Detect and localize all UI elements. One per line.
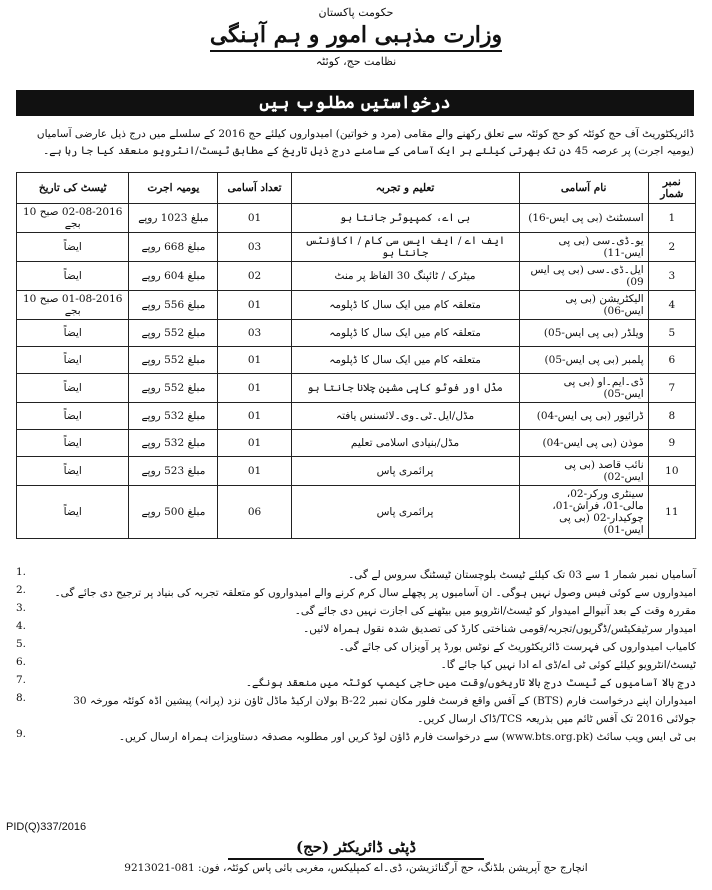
table-row (17, 347, 696, 374)
row-serial: 5 (648, 320, 695, 347)
office-address: انچارج حج آپریشن بلڈنگ، حج آرگنائزیشن، ڈی۔اے کمپلیکس، مغربی بائی پاس کوئٹہ، فون: 081-9213021 (124, 862, 588, 874)
notes-list (16, 566, 696, 746)
ministry-title: وزارت مذہبی امور و ہم آہنگی (209, 22, 503, 48)
row-daily-wage: مبلغ 552 روپے (129, 320, 218, 347)
row-post-name: ویلڈر (بی پی ایس-05) (519, 320, 648, 347)
row-qualification: پرائمری پاس (291, 457, 519, 486)
row-post-count: 01 (218, 204, 291, 233)
posts-table (16, 172, 696, 539)
note-number: 2. (16, 584, 27, 596)
row-daily-wage: مبلغ 523 روپے (129, 457, 218, 486)
row-post-count: 03 (218, 320, 291, 347)
government-heading: حکومت پاکستان (318, 6, 394, 19)
table-row (17, 262, 696, 291)
list-item (16, 674, 696, 692)
note-number: 1. (16, 566, 27, 578)
row-test-date: 02-08-2016 صبح 10 بجے (17, 204, 129, 233)
row-test-date: ایضاً (17, 262, 129, 291)
row-test-date: ایضاً (17, 320, 129, 347)
row-qualification: مڈل اور فوٹو کاپی مشین چلانا جانتا ہو (291, 374, 519, 403)
table-row (17, 204, 696, 233)
note-text: ٹیسٹ/انٹرویو کیلئے کوئی ٹی اے/ڈی اے ادا نہیں کیا جائے گا۔ (440, 659, 696, 671)
row-serial: 3 (648, 262, 695, 291)
note-number: 3. (16, 602, 27, 614)
row-daily-wage: مبلغ 668 روپے (129, 233, 218, 262)
note-text: درج بالا آسامیوں کے ٹیسٹ درج بالا تاریخوں/وقت میں حاجی کیمپ کوئٹہ میں منعقد ہونگے۔ (245, 677, 696, 689)
row-serial: 8 (648, 403, 695, 430)
row-post-name: ایل۔ڈی۔سی (بی پی ایس 09) (519, 262, 648, 291)
row-daily-wage: مبلغ 1023 روپے (129, 204, 218, 233)
row-qualification: متعلقہ کام میں ایک سال کا ڈپلومہ (291, 291, 519, 320)
list-item (16, 692, 696, 728)
row-test-date: ایضاً (17, 486, 129, 539)
row-post-count: 01 (218, 430, 291, 457)
note-text: کامیاب امیدواروں کی فہرست ڈائریکٹوریٹ کے نوٹس بورڈ پر آویزاں کی جائے گی۔ (338, 641, 696, 653)
row-qualification: مڈل/بنیادی اسلامی تعلیم (291, 430, 519, 457)
row-post-count: 01 (218, 403, 291, 430)
intro-paragraph: ڈائریکٹوریٹ آف حج کوئٹہ کو حج کوئٹہ سے تعلق رکھنے والے مقامی (مرد و خواتین) امیدواروں کیلئے حج 2016 کے سلسلے میں درج ذیل عارضی آسامیاں (یومیہ اجرت) پر عرصہ 45 دن تک بھرتی کیلئے ہر ایک آسامی کے سامنے درج ذیل تاریخ کے مطابق ٹیسٹ/انٹرویو منعقد کیا جا رہا ہے۔ (36, 128, 694, 157)
row-serial: 1 (648, 204, 695, 233)
row-post-name: اسسٹنٹ (بی پی ایس-16) (519, 204, 648, 233)
row-serial: 2 (648, 233, 695, 262)
row-daily-wage: مبلغ 552 روپے (129, 347, 218, 374)
header-serial: نمبر شمار (648, 173, 695, 204)
note-number: 7. (16, 674, 27, 686)
header-post-name: نام آسامی (519, 173, 648, 204)
row-post-name: یو۔ڈی۔سی (بی پی ایس-11) (519, 233, 648, 262)
header-daily-wage: یومیہ اجرت (129, 173, 218, 204)
row-post-name: ڈی۔ایم۔او (بی پی ایس-05) (519, 374, 648, 403)
table-row (17, 430, 696, 457)
row-post-name: موذن (بی پی ایس-04) (519, 430, 648, 457)
row-qualification: میٹرک / ٹائپنگ 30 الفاظ پر منٹ (291, 262, 519, 291)
note-text: بی ٹی ایس ویب سائٹ (www.bts.org.pk) سے درخواست فارم ڈاؤن لوڈ کریں اور مطلوبہ مصدقہ دستاویزات ہمراہ ارسال کریں۔ (118, 731, 696, 743)
note-number: 6. (16, 656, 27, 668)
row-qualification: پرائمری پاس (291, 486, 519, 539)
row-post-name: نائب قاصد (بی پی ایس-02) (519, 457, 648, 486)
row-post-name: پلمبر (بی پی ایس-05) (519, 347, 648, 374)
note-text: مقررہ وقت کے بعد آنیوالے امیدوار کو ٹیسٹ/انٹرویو میں بیٹھنے کی اجازت نہیں دی جائے گی۔ (294, 605, 696, 617)
list-item (16, 584, 696, 602)
row-test-date: 01-08-2016 صبح 10 بجے (17, 291, 129, 320)
row-post-count: 01 (218, 291, 291, 320)
row-test-date: ایضاً (17, 233, 129, 262)
list-item (16, 638, 696, 656)
row-post-count: 01 (218, 457, 291, 486)
list-item (16, 728, 696, 746)
list-item (16, 620, 696, 638)
row-post-count: 01 (218, 347, 291, 374)
note-text: امیدواروں سے کوئی فیس وصول نہیں ہوگی۔ ان آسامیوں پر پچھلے سال کرم کرنے والے امیدواروں کو متعلقہ تجربہ کی بنیاد پر ترجیح دی جائے گی۔ (54, 587, 696, 599)
row-serial: 9 (648, 430, 695, 457)
row-qualification: مڈل/ایل۔ٹی۔وی۔لائسنس یافتہ (291, 403, 519, 430)
row-post-name: سینٹری ورکر-02، مالی-01، فراش-01، چوکیدار-02 (بی پی ایس-01) (519, 486, 648, 539)
row-qualification: بی اے، کمپیوٹر جانتا ہو (291, 204, 519, 233)
row-daily-wage: مبلغ 552 روپے (129, 374, 218, 403)
row-test-date: ایضاً (17, 403, 129, 430)
note-number: 5. (16, 638, 27, 650)
row-daily-wage: مبلغ 500 روپے (129, 486, 218, 539)
row-serial: 10 (648, 457, 695, 486)
office-name: نظامت حج، کوئٹہ (315, 55, 397, 68)
row-serial: 11 (648, 486, 695, 539)
table-row (17, 374, 696, 403)
row-test-date: ایضاً (17, 347, 129, 374)
row-daily-wage: مبلغ 604 روپے (129, 262, 218, 291)
list-item (16, 566, 696, 584)
note-text: آسامیاں نمبر شمار 1 سے 03 تک کیلئے ٹیسٹ بلوچستان ٹیسٹنگ سروس لے گی۔ (348, 569, 696, 581)
row-post-count: 03 (218, 233, 291, 262)
note-number: 9. (16, 728, 27, 740)
note-number: 4. (16, 620, 27, 632)
row-serial: 6 (648, 347, 695, 374)
row-post-name: الیکٹریشن (بی پی ایس-06) (519, 291, 648, 320)
row-serial: 4 (648, 291, 695, 320)
ministry-underline (210, 50, 502, 52)
header-post-count: تعداد آسامی (218, 173, 291, 204)
header-test-date: ٹیسٹ کی تاریخ (17, 173, 129, 204)
row-test-date: ایضاً (17, 374, 129, 403)
row-qualification: ایف اے / ایف ایس سی کام / اکاؤنٹس جانتا ہو (291, 233, 519, 262)
signatory-title: ڈپٹی ڈائریکٹر (حج) (295, 838, 417, 856)
row-post-count: 02 (218, 262, 291, 291)
signature-underline (228, 858, 484, 860)
table-row (17, 320, 696, 347)
row-test-date: ایضاً (17, 430, 129, 457)
header-qualification: تعلیم و تجربہ (291, 173, 519, 204)
publication-id: PID(Q)337/2016 (6, 821, 87, 833)
row-serial: 7 (648, 374, 695, 403)
list-item (16, 602, 696, 620)
table-header-row (17, 173, 696, 204)
applications-wanted-banner: درخواستیں مطلوب ہیں (16, 90, 694, 116)
table-row (17, 233, 696, 262)
row-post-count: 06 (218, 486, 291, 539)
row-qualification: متعلقہ کام میں ایک سال کا ڈپلومہ (291, 347, 519, 374)
row-post-count: 01 (218, 374, 291, 403)
table-row (17, 486, 696, 539)
row-daily-wage: مبلغ 556 روپے (129, 291, 218, 320)
row-post-name: ڈرائیور (بی پی ایس-04) (519, 403, 648, 430)
row-daily-wage: مبلغ 532 روپے (129, 430, 218, 457)
note-text: امیدواران اپنے درخواست فارم (BTS) کے آفس واقع فرسٹ فلور مکان نمبر B-22 بولان ارکیڈ ماڈل ٹاؤن نزد (پرانہ) پیشین اڈہ کوئٹہ مورخہ 30 جولائی 2016 تک آفس ٹائم میں بذریعہ TCS/ڈاک ارسال کریں۔ (73, 695, 696, 725)
table-row (17, 457, 696, 486)
row-test-date: ایضاً (17, 457, 129, 486)
row-daily-wage: مبلغ 532 روپے (129, 403, 218, 430)
note-number: 8. (16, 692, 27, 704)
list-item (16, 656, 696, 674)
row-qualification: متعلقہ کام میں ایک سال کا ڈپلومہ (291, 320, 519, 347)
table-row (17, 291, 696, 320)
note-text: امیدوار سرٹیفکیٹس/ڈگریوں/تجربہ/قومی شناختی کارڈ کی تصدیق شدہ نقول ہمراہ لائیں۔ (303, 623, 696, 635)
table-row (17, 403, 696, 430)
